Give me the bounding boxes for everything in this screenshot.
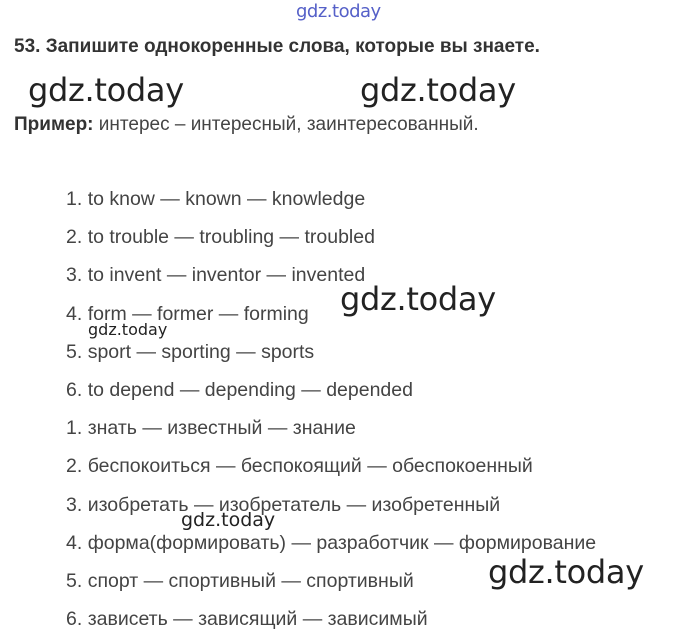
item-text: sport — sporting — sports bbox=[87, 340, 315, 363]
item-text: изобретать — изобретатель — изобретенный bbox=[87, 493, 501, 516]
list-item bbox=[66, 224, 596, 262]
item-number: 6. bbox=[66, 608, 83, 631]
item-text: to trouble — troubling — troubled bbox=[87, 226, 375, 249]
item-text: to depend — depending — depended bbox=[87, 378, 413, 401]
list-item bbox=[66, 377, 596, 415]
list-item bbox=[66, 453, 596, 491]
example-label: Пример: bbox=[14, 114, 94, 135]
example-line bbox=[14, 114, 479, 136]
item-number: 3. bbox=[66, 264, 83, 287]
item-number: 3. bbox=[66, 493, 83, 516]
watermark-mid: gdz.today bbox=[340, 280, 496, 318]
item-number: 2. bbox=[66, 455, 83, 478]
item-number: 4. bbox=[66, 302, 83, 325]
exercise-title: 53. Запишите однокоренные слова, которые вы знаете. bbox=[14, 36, 540, 57]
item-number: 4. bbox=[66, 531, 83, 554]
list-item bbox=[66, 415, 596, 453]
item-number: 2. bbox=[66, 226, 83, 249]
item-text: спорт — спортивный — спортивный bbox=[87, 569, 414, 592]
watermark-bottom-right: gdz.today bbox=[488, 553, 644, 591]
watermark-small-left: gdz.today bbox=[88, 320, 168, 339]
item-number: 5. bbox=[66, 569, 83, 592]
watermark-right: gdz.today bbox=[360, 71, 516, 109]
item-text: беспокоиться — беспокоящий — обеспокоенный bbox=[87, 455, 533, 478]
item-number: 1. bbox=[66, 417, 83, 440]
watermark-left: gdz.today bbox=[28, 71, 184, 109]
list-item bbox=[66, 492, 596, 530]
list-item bbox=[66, 186, 596, 224]
item-number: 6. bbox=[66, 378, 83, 401]
watermark-small-center: gdz.today bbox=[181, 509, 276, 531]
list-item bbox=[66, 262, 596, 300]
item-number: 1. bbox=[66, 188, 83, 210]
item-number: 5. bbox=[66, 340, 83, 363]
watermark-top: gdz.today bbox=[296, 1, 381, 22]
item-text: зависеть — зависящий — зависимый bbox=[87, 608, 428, 631]
item-text: знать — известный — знание bbox=[87, 417, 356, 440]
example-text: интерес – интересный, заинтересованный. bbox=[93, 114, 479, 135]
item-text: form — former — forming bbox=[87, 302, 309, 325]
item-text: форма(формировать) — разработчик — формирование bbox=[87, 531, 597, 554]
item-text: to invent — inventor — invented bbox=[87, 264, 366, 287]
list-item bbox=[66, 339, 596, 377]
list-item bbox=[66, 606, 596, 644]
item-text: to know — known — knowledge bbox=[87, 188, 366, 210]
